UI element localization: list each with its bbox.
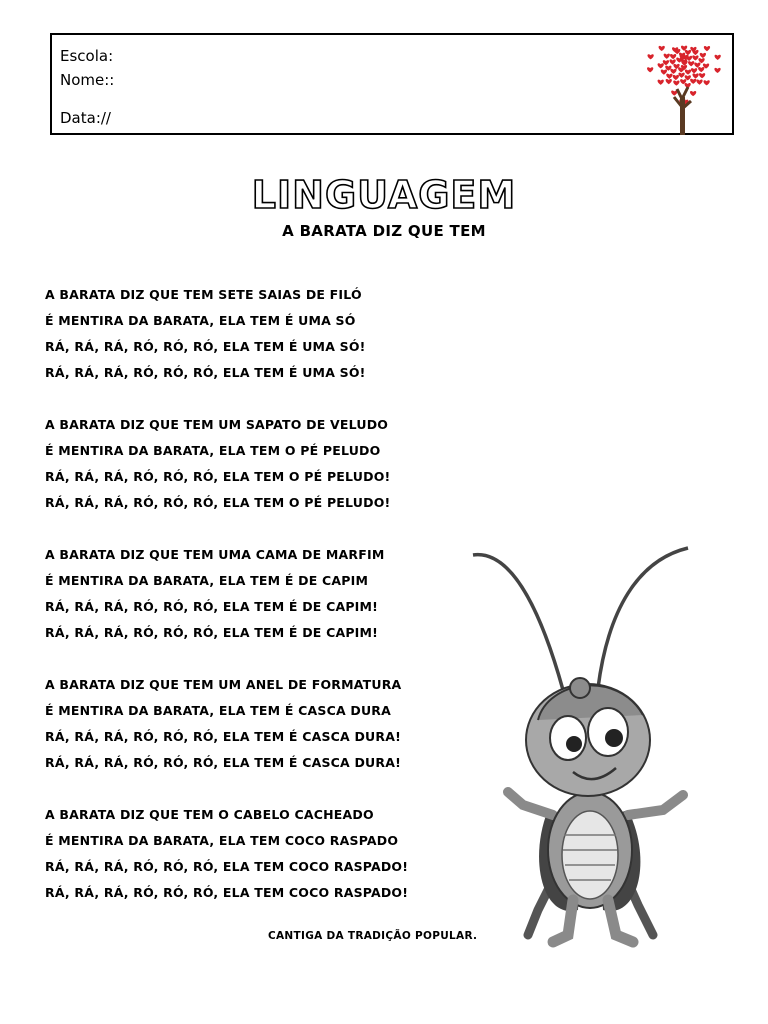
tree-heart xyxy=(670,54,676,59)
student-info-box xyxy=(50,33,734,135)
tree-heart xyxy=(659,46,665,51)
poem xyxy=(45,282,485,932)
page-heading xyxy=(0,172,768,218)
tree-heart xyxy=(666,79,672,84)
verse: RÁ, RÁ, RÁ, RÓ, RÓ, RÓ, ELA TEM O PÉ PELUDO! xyxy=(45,469,391,484)
verse: RÁ, RÁ, RÁ, RÓ, RÓ, RÓ, ELA TEM COCO RASPADO! xyxy=(45,885,409,900)
tree-heart xyxy=(692,55,698,60)
verse: RÁ, RÁ, RÁ, RÓ, RÓ, RÓ, ELA TEM COCO RASPADO! xyxy=(45,859,409,874)
verse: A BARATA DIZ QUE TEM O CABELO CACHEADO xyxy=(45,807,374,822)
cockroach-illustration xyxy=(468,540,698,950)
tree-heart xyxy=(700,53,706,58)
name-field[interactable]: Nome:: xyxy=(60,71,115,89)
tree-heart xyxy=(658,80,664,85)
tree-heart xyxy=(692,50,698,55)
tree-heart xyxy=(664,54,670,59)
tree-heart xyxy=(669,59,675,64)
tree-heart xyxy=(658,63,664,68)
school-field[interactable]: Escola: xyxy=(60,47,114,65)
tree-heart xyxy=(694,63,700,68)
verse: É MENTIRA DA BARATA, ELA TEM É UMA SÓ xyxy=(45,313,356,328)
verse: É MENTIRA DA BARATA, ELA TEM COCO RASPADO xyxy=(45,833,399,848)
tree-heart xyxy=(670,69,676,74)
tree-heart xyxy=(714,68,720,73)
stanza-3 xyxy=(45,542,485,646)
verse: É MENTIRA DA BARATA, ELA TEM É DE CAPIM xyxy=(45,573,369,588)
tree-heart xyxy=(678,73,684,78)
stanza-4 xyxy=(45,672,485,776)
verse: RÁ, RÁ, RÁ, RÓ, RÓ, RÓ, ELA TEM O PÉ PELUDO! xyxy=(45,495,391,510)
tree-heart xyxy=(715,55,721,60)
verse: RÁ, RÁ, RÁ, RÓ, RÓ, RÓ, ELA TEM É CASCA DURA! xyxy=(45,755,401,770)
tree-heart xyxy=(690,79,696,84)
tree-heart xyxy=(692,73,698,78)
tree-heart xyxy=(673,80,679,85)
tree-heart xyxy=(696,80,702,85)
stanza-5 xyxy=(45,802,485,906)
credit-text: CANTIGA DA TRADIÇÃO POPULAR. xyxy=(268,930,478,942)
tree-heart xyxy=(691,68,697,73)
heading-text: LINGUAGEM xyxy=(251,173,517,217)
tree-heart xyxy=(703,80,709,85)
verse: RÁ, RÁ, RÁ, RÓ, RÓ, RÓ, ELA TEM É CASCA DURA! xyxy=(45,729,401,744)
tree-heart xyxy=(698,58,704,63)
tree-heart xyxy=(673,75,679,80)
tree-heart xyxy=(699,73,705,78)
verse: RÁ, RÁ, RÁ, RÓ, RÓ, RÓ, ELA TEM É DE CAPIM! xyxy=(45,625,379,640)
verse: A BARATA DIZ QUE TEM UMA CAMA DE MARFIM xyxy=(45,547,385,562)
stanza-1 xyxy=(45,282,485,386)
tree-heart xyxy=(647,54,653,59)
verse: É MENTIRA DA BARATA, ELA TEM É CASCA DURA xyxy=(45,703,392,718)
verse: A BARATA DIZ QUE TEM UM SAPATO DE VELUDO xyxy=(45,417,389,432)
verse: A BARATA DIZ QUE TEM SETE SAIAS DE FILÓ xyxy=(45,287,362,302)
tree-heart xyxy=(678,67,684,72)
tree-heart xyxy=(685,50,691,55)
verse: RÁ, RÁ, RÁ, RÓ, RÓ, RÓ, ELA TEM É UMA SÓ! xyxy=(45,339,366,354)
stanza-2 xyxy=(45,412,485,516)
poem-title: A BARATA DIZ QUE TEM xyxy=(282,222,486,240)
verse: RÁ, RÁ, RÁ, RÓ, RÓ, RÓ, ELA TEM É DE CAPIM! xyxy=(45,599,379,614)
tree-heart xyxy=(685,69,691,74)
tree-heart xyxy=(666,74,672,79)
tree-heart xyxy=(661,70,667,75)
tree-heart xyxy=(688,61,694,66)
tree-heart xyxy=(690,91,696,96)
verse: É MENTIRA DA BARATA, ELA TEM O PÉ PELUDO xyxy=(45,443,381,458)
date-field[interactable]: Data:// xyxy=(60,109,111,127)
verse: A BARATA DIZ QUE TEM UM ANEL DE FORMATURA xyxy=(45,677,402,692)
tree-heart xyxy=(698,67,704,72)
tree-heart xyxy=(647,67,653,72)
verse: RÁ, RÁ, RÁ, RÓ, RÓ, RÓ, ELA TEM É UMA SÓ! xyxy=(45,365,366,380)
heart-tree-icon xyxy=(644,37,724,135)
tree-heart xyxy=(704,46,710,51)
